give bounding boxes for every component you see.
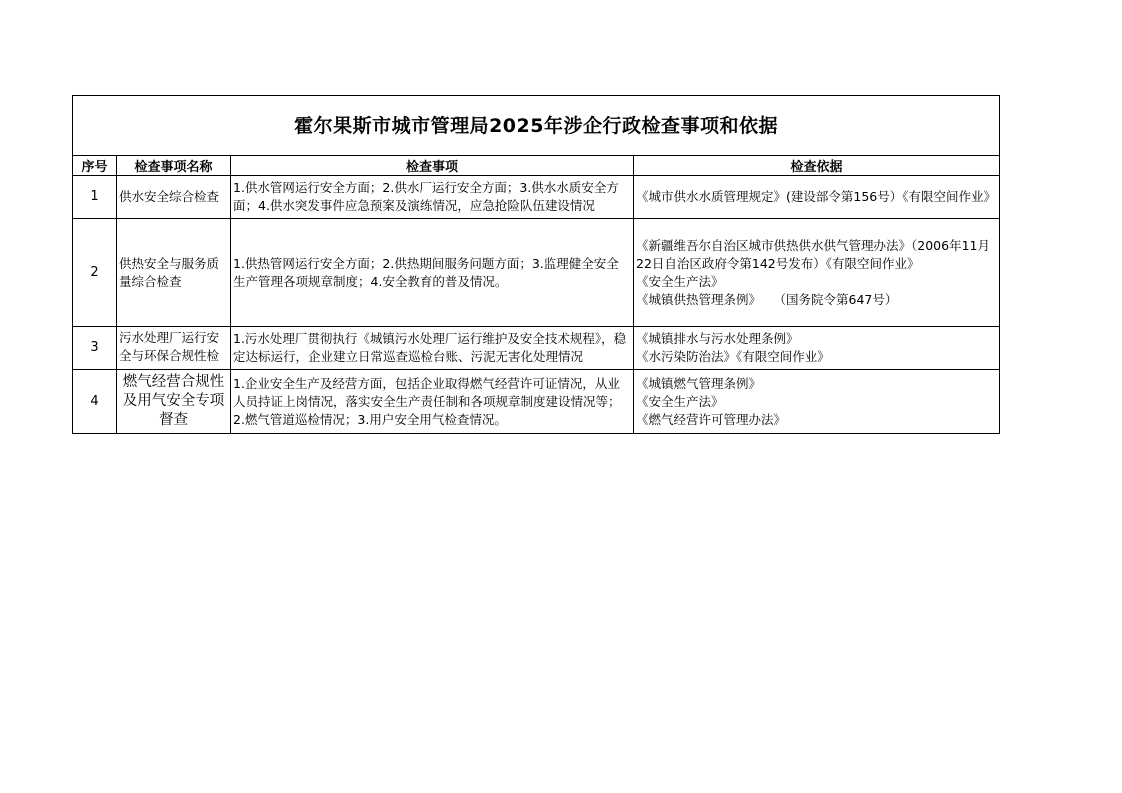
item-name-text: 污水处理厂运行安全与环保合规性检 [119, 330, 220, 363]
table-row [73, 176, 1000, 219]
page-title: 霍尔果斯市城市管理局2025年涉企行政检查事项和依据 [73, 96, 1000, 156]
basis-line: 《燃气经营许可管理办法》 [636, 411, 787, 427]
item-name-text: 供水安全综合检查 [119, 189, 220, 204]
item-detail-text: 1.污水处理厂贯彻执行《城镇污水处理厂运行维护及安全技术规程》，稳定达标运行，企业建立日常巡查巡检台账、污泥无害化处理情况 [233, 331, 627, 364]
col-header-items: 检查事项 [231, 156, 634, 176]
basis-line: 《城镇供热管理条例》 （国务院令第647号） [636, 291, 898, 307]
table-row [73, 327, 1000, 370]
row-number: 2 [73, 219, 117, 327]
item-name-text: 供热安全与服务质量综合检查 [119, 255, 220, 289]
item-name [117, 327, 231, 370]
table-row [73, 370, 1000, 434]
item-basis [634, 176, 1000, 219]
col-header-name: 检查事项名称 [117, 156, 231, 176]
item-basis [634, 219, 1000, 327]
basis-line: 《安全生产法》 [636, 393, 724, 409]
item-detail [231, 219, 634, 327]
basis-line: 《城市供水水质管理规定》(建设部令第156号）《有限空间作业》 [636, 189, 996, 204]
item-name-text: 燃气经营合规性及用气安全专项督查 [122, 374, 225, 428]
item-name [117, 370, 231, 434]
col-header-basis: 检查依据 [634, 156, 1000, 176]
row-number: 1 [73, 176, 117, 219]
item-detail-text: 1.供热管网运行安全方面；2.供热期间服务问题方面；3.监理健全安全生产管理各项规章制度；4.安全教育的普及情况。 [233, 255, 619, 289]
basis-line: 《城镇燃气管理条例》 [636, 375, 762, 391]
item-detail-text: 1.供水管网运行安全方面；2.供水厂运行安全方面；3.供水水质安全方面；4.供水突发事件应急预案及演练情况，应急抢险队伍建设情况 [233, 180, 619, 213]
row-number: 3 [73, 327, 117, 370]
item-detail [231, 176, 634, 219]
basis-line: 《城镇排水与污水处理条例》 [636, 331, 799, 346]
row-number: 4 [73, 370, 117, 434]
inspection-table [72, 95, 1000, 434]
item-name [117, 219, 231, 327]
basis-line: 《水污染防治法》《有限空间作业》 [636, 349, 830, 364]
item-name [117, 176, 231, 219]
item-basis [634, 370, 1000, 434]
item-detail [231, 370, 634, 434]
col-header-no: 序号 [73, 156, 117, 176]
item-basis [634, 327, 1000, 370]
table-row [73, 219, 1000, 327]
item-detail [231, 327, 634, 370]
item-detail-text: 1.企业安全生产及经营方面，包括企业取得燃气经营许可证情况，从业人员持证上岗情况，落实安全生产责任制和各项规章制度建设情况等；2.燃气管道巡检情况；3.用户安全用气检查情况。 [233, 375, 621, 427]
header-row [73, 156, 1000, 176]
spreadsheet [72, 95, 999, 434]
basis-line: 《新疆维吾尔自治区城市供热供水供气管理办法》（2006年11月22日自治区政府令第142号发布）《有限空间作业》 [636, 237, 990, 271]
basis-line: 《安全生产法》 [636, 273, 724, 289]
